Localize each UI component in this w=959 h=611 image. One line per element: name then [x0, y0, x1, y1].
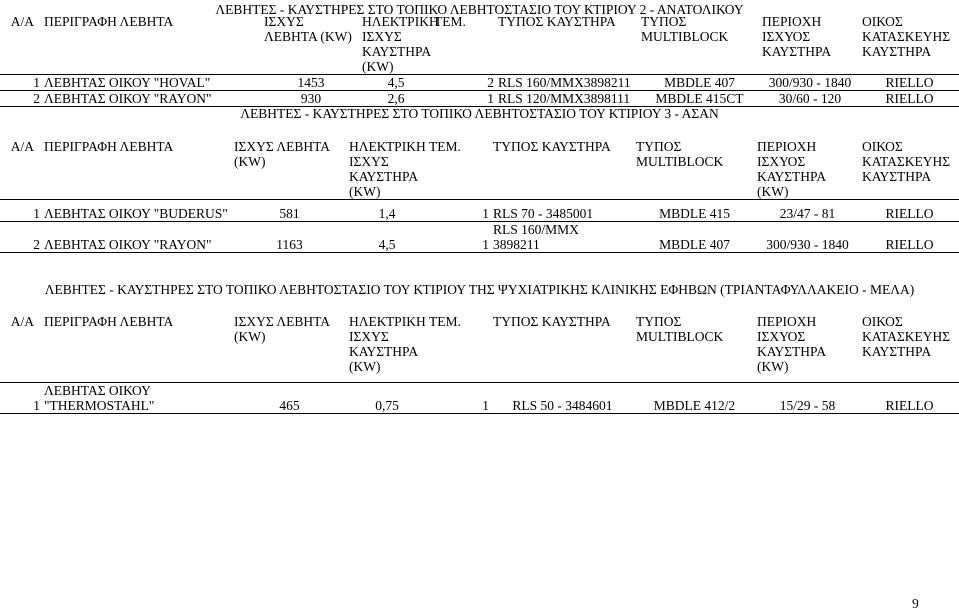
cell-boiler-power: 465 — [232, 383, 347, 414]
table-row — [0, 91, 959, 107]
cell-manufacturer: RIELLO — [860, 91, 959, 107]
header-electric-power: ΗΛΕΚΤΡΙΚΗ ΙΣΧΥΣ ΚΑΥΣΤΗΡΑ (KW) — [349, 139, 426, 199]
cell-pos: 2 — [0, 91, 42, 107]
cell-manufacturer: RIELLO — [860, 383, 959, 414]
cell-description: ΛΕΒΗΤΑΣ ΟΙΚΟΥ "HOVAL" — [42, 75, 262, 91]
header-manufacturer: ΟΙΚΟΣ ΚΑΤΑΣΚΕΥΗΣ ΚΑΥΣΤΗΡΑ — [860, 139, 959, 200]
cell-multiblock: MBDLE 415 — [634, 200, 755, 222]
header-quantity: ΤΕΜ. — [432, 14, 496, 75]
table-row — [0, 222, 959, 253]
cell-electric-power: 4,5 — [360, 75, 432, 91]
cell-electric-power: 2,6 — [360, 91, 432, 107]
cell-pos: 2 — [0, 222, 42, 253]
cell-power-range: 300/930 - 1840 — [755, 222, 860, 253]
header-multiblock-type: ΤΥΠΟΣ MULTIBLOCK — [639, 14, 760, 75]
header-multiblock-type: ΤΥΠΟΣ MULTIBLOCK — [634, 139, 755, 200]
table-row — [0, 200, 959, 222]
header-description: ΠΕΡΙΓΡΑΦΗ ΛΕΒΗΤΑ — [42, 314, 232, 383]
cell-description: ΛΕΒΗΤΑΣ ΟΙΚΟΥ "RAYON" — [42, 222, 232, 253]
cell-burner-type: RLS 160/MMX3898211 — [496, 75, 639, 91]
cell-boiler-power: 581 — [232, 200, 347, 222]
cell-multiblock: MBDLE 412/2 — [634, 383, 755, 414]
section3-title: ΛΕΒΗΤΕΣ - ΚΑΥΣΤΗΡΕΣ ΣΤΟ ΤΟΠΙΚΟ ΛΕΒΗΤΟΣΤΑΣΙΟ ΤΟΥ ΚΤΙΡΙΟΥ ΤΗΣ ΨΥΧΙΑΤΡΙΚΗΣ ΚΛΙΝΙΚΗΣ ΕΦΗΒΩΝ (ΤΡΙΑΝΤΑΦΥΛΛΑΚΕΙΟ - ΜΕΛΑ) — [44, 282, 915, 297]
cell-multiblock: MBDLE 407 — [639, 75, 760, 91]
cell-description: ΛΕΒΗΤΑΣ ΟΙΚΟΥ "BUDERUS" — [42, 200, 232, 222]
header-electric-power: ΗΛΕΚΤΡΙΚΗ ΙΣΧΥΣ ΚΑΥΣΤΗΡΑ (KW) — [347, 314, 427, 383]
header-burner-type: ΤΥΠΟΣ ΚΑΥΣΤΗΡΑ — [496, 14, 639, 75]
header-power-range: ΠΕΡΙΟΧΗ ΙΣΧΥΟΣ ΚΑΥΣΤΗΡΑ (KW) — [755, 139, 860, 200]
section2-table — [0, 139, 959, 253]
header-burner-type: ΤΥΠΟΣ ΚΑΥΣΤΗΡΑ — [491, 139, 634, 200]
cell-burner-type: RLS 70 - 3485001 — [491, 200, 634, 222]
cell-power-range: 30/60 - 120 — [760, 91, 860, 107]
cell-burner-type: RLS 120/MMX3898111 — [496, 91, 639, 107]
cell-quantity: 1 — [427, 200, 491, 222]
cell-boiler-power: 1453 — [262, 75, 360, 91]
header-burner-type: ΤΥΠΟΣ ΚΑΥΣΤΗΡΑ — [491, 314, 634, 383]
header-power-range: ΠΕΡΙΟΧΗ ΙΣΧΥΟΣ ΚΑΥΣΤΗΡΑ (KW) — [755, 314, 860, 383]
table-row — [0, 75, 959, 91]
cell-manufacturer: RIELLO — [860, 222, 959, 253]
table-header-row — [0, 139, 959, 200]
header-electric-power: ΗΛΕΚΤΡΙΚΗ ΙΣΧΥΣ ΚΑΥΣΤΗΡΑ (KW) — [362, 14, 439, 74]
cell-pos: 1 — [0, 383, 42, 414]
cell-electric-power: 1,4 — [347, 200, 427, 222]
header-description: ΠΕΡΙΓΡΑΦΗ ΛΕΒΗΤΑ — [42, 139, 232, 200]
header-pos: Α/Α — [0, 139, 42, 200]
header-manufacturer: ΟΙΚΟΣ ΚΑΤΑΣΚΕΥΗΣ ΚΑΥΣΤΗΡΑ — [860, 14, 959, 75]
section1-table — [0, 14, 959, 107]
header-boiler-power: ΙΣΧΥΣ ΛΕΒΗΤΑ (KW) — [262, 14, 360, 75]
header-multiblock-type: ΤΥΠΟΣ MULTIBLOCK — [634, 314, 755, 383]
section2-title: ΛΕΒΗΤΕΣ - ΚΑΥΣΤΗΡΕΣ ΣΤΟ ΤΟΠΙΚΟ ΛΕΒΗΤΟΣΤΑΣΙΟ ΤΟΥ ΚΤΙΡΙΟΥ 3 - ΑΣΑΝ — [240, 106, 719, 121]
cell-description: ΛΕΒΗΤΑΣ ΟΙΚΟΥ "RAYON" — [42, 91, 262, 107]
table-header-row — [0, 314, 959, 383]
header-pos: Α/Α — [0, 314, 42, 383]
cell-manufacturer: RIELLO — [860, 200, 959, 222]
cell-quantity: 1 — [427, 383, 491, 414]
header-manufacturer: ΟΙΚΟΣ ΚΑΤΑΣΚΕΥΗΣ ΚΑΥΣΤΗΡΑ — [860, 314, 959, 383]
section3-table — [0, 314, 959, 414]
cell-description: ΛΕΒΗΤΑΣ ΟΙΚΟΥ "THERMOSTAHL" — [42, 383, 232, 414]
section1-title: ΛΕΒΗΤΕΣ - ΚΑΥΣΤΗΡΕΣ ΣΤΟ ΤΟΠΙΚΟ ΛΕΒΗΤΟΣΤΑΣΙΟ ΤΟΥ ΚΤΙΡΙΟΥ 2 - ΑΝΑΤΟΛΙΚΟΥ — [215, 2, 744, 17]
table-header-row — [0, 14, 959, 75]
cell-multiblock: MBDLE 407 — [634, 222, 755, 253]
header-quantity: ΤΕΜ. — [427, 314, 491, 383]
header-description: ΠΕΡΙΓΡΑΦΗ ΛΕΒΗΤΑ — [42, 14, 262, 75]
cell-manufacturer: RIELLO — [860, 75, 959, 91]
cell-quantity: 2 — [432, 75, 496, 91]
header-quantity: ΤΕΜ. — [427, 139, 491, 200]
cell-quantity: 1 — [432, 91, 496, 107]
header-boiler-power: ΙΣΧΥΣ ΛΕΒΗΤΑ (KW) — [232, 139, 347, 200]
table-row — [0, 383, 959, 414]
cell-multiblock: MBDLE 415CT — [639, 91, 760, 107]
cell-quantity: 1 — [427, 222, 491, 253]
cell-pos: 1 — [0, 75, 42, 91]
header-boiler-power: ΙΣΧΥΣ ΛΕΒΗΤΑ (KW) — [232, 314, 347, 383]
cell-electric-power: 4,5 — [347, 222, 427, 253]
cell-burner-type: RLS 50 - 3484601 — [491, 383, 634, 414]
cell-boiler-power: 1163 — [232, 222, 347, 253]
cell-electric-power: 0,75 — [347, 383, 427, 414]
cell-power-range: 300/930 - 1840 — [760, 75, 860, 91]
cell-power-range: 23/47 - 81 — [755, 200, 860, 222]
cell-power-range: 15/29 - 58 — [755, 383, 860, 414]
header-pos: Α/Α — [0, 14, 42, 75]
page-number: 9 — [912, 596, 919, 611]
header-power-range: ΠΕΡΙΟΧΗ ΙΣΧΥΟΣ ΚΑΥΣΤΗΡΑ — [760, 14, 860, 75]
cell-boiler-power: 930 — [262, 91, 360, 107]
cell-burner-type: RLS 160/MMX 3898211 — [491, 222, 634, 253]
cell-pos: 1 — [0, 200, 42, 222]
